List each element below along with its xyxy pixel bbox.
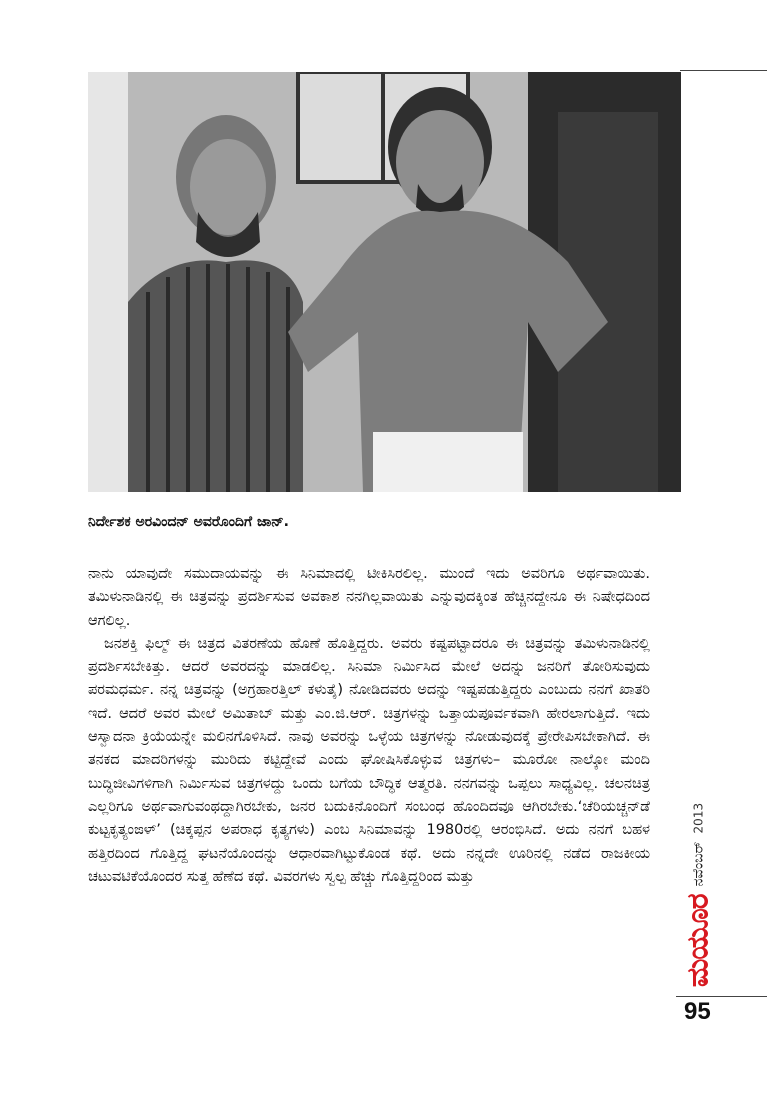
- footer-rule: [676, 996, 767, 997]
- magazine-sidebar: [668, 790, 728, 1000]
- paragraph-2: ಜನಶಕ್ತಿ ಫಿಲ್ಮ್ ಈ ಚಿತ್ರದ ವಿತರಣೆಯ ಹೊಣೆ ಹೊತ್ತಿದ್ದರು. ಅವರು ಕಷ್ಟಪಟ್ಟಾದರೂ ಈ ಚಿತ್ರವನ್ನು ತಮಿಳುನಾಡಿನಲ್ಲಿ ಪ್ರದರ್ಶಿಸಬೇಕಿತ್ತು. ಆದರೆ ಅವರದನ್ನು ಮಾಡಲಿಲ್ಲ. ಸಿನಿಮಾ ನಿರ್ಮಿಸಿದ ಮೇಲೆ ಅದನ್ನು ಜನರಿಗೆ ತೋರಿಸುವುದು ಪರಮಧರ್ಮ. ನನ್ನ ಚಿತ್ರವನ್ನು (ಅಗ್ರಹಾರತ್ತಿಲ್ ಕಳುತೈ) ನೋಡಿದವರು ಅದನ್ನು ಇಷ್ಟಪಡುತ್ತಿದ್ದರು ಎಂಬುದು ನನಗೆ ಖಾತರಿ ಇದೆ. ಆದರೆ ಅವರ ಮೇಲೆ ಅಮಿತಾಬ್ ಮತ್ತು ಎಂ.ಜಿ.ಆರ್. ಚಿತ್ರಗಳನ್ನು ಒತ್ತಾಯಪೂರ್ವಕವಾಗಿ ಹೇರಲಾಗುತ್ತಿದೆ. ಇದು ಆಸ್ವಾದನಾ ಕ್ರಿಯೆಯನ್ನೇ ಮಲಿನಗೊಳಿಸಿದೆ. ನಾವು ಅವರನ್ನು ಒಳ್ಳೆಯ ಚಿತ್ರಗಳನ್ನು ನೋಡುವುದಕ್ಕೆ ಪ್ರೇರೇಪಿಸಬೇಕಾಗಿದೆ. ಈ ತನಕದ ಮಾದರಿಗಳನ್ನು ಮುರಿದು ಕಟ್ಟಿದ್ದೇವೆ ಎಂದು ಘೋಷಿಸಿಕೊಳ್ಳುವ ಚಿತ್ರಗಳು– ಮೂರೋ ನಾಲ್ಕೋ ಮಂದಿ ಬುದ್ಧಿಜೀವಿಗಳಿಗಾಗಿ ನಿರ್ಮಿಸುವ ಚಿತ್ರಗಳದ್ದು ಒಂದು ಬಗೆಯ ಬೌದ್ಧಿಕ ಆತ್ಮರತಿ. ನನಗವನ್ನು ಒಪ್ಪಲು ಸಾಧ್ಯವಿಲ್ಲ. ಚಲನಚಿತ್ರ ಎಲ್ಲರಿಗೂ ಅರ್ಥವಾಗುವಂಥದ್ದಾಗಿರಬೇಕು, ಜನರ ಬದುಕಿನೊಂದಿಗೆ ಸಂಬಂಧ ಹೊಂದಿದವೂ ಆಗಿರಬೇಕು.‘ಚೆರಿಯಚ್ಚನ್‌ಡೆ ಕುಟ್ಟಕೃತ್ಯಂಙಳ್’ (ಚಿಕ್ಕಪ್ಪನ ಅಪರಾಧ ಕೃತ್ಯಗಳು) ಎಂಬ ಸಿನಿಮಾವನ್ನು 1980ರಲ್ಲಿ ಆರಂಭಿಸಿದೆ. ಅದು ನನಗೆ ಬಹಳ ಹತ್ತಿರದಿಂದ ಗೊತ್ತಿದ್ದ ಘಟನೆಯೊಂದನ್ನು ಆಧಾರವಾಗಿಟ್ಟುಕೊಂಡ ಕಥೆ. ಅದು ನನ್ನದೇ ಊರಿನಲ್ಲಿ ನಡೆದ ರಾಜಕೀಯ ಚಟುವಟಿಕೆಯೊಂದರ ಸುತ್ತ ಹೆಣೆದ ಕಥೆ. ವಿವರಗಳು ಸ್ವಲ್ಪ ಹೆಚ್ಚು ಗೊತ್ತಿದ್ದರಿಂದ ಮತ್ತು: [88, 635, 650, 885]
- issue-month: ನವೆಂಬರ್: [690, 841, 706, 887]
- top-rule: [680, 70, 767, 71]
- photo: [88, 72, 681, 492]
- article-body: [88, 563, 650, 889]
- magazine-name: ಮಯೂರ: [680, 894, 716, 988]
- paragraph-1: ನಾನು ಯಾವುದೇ ಸಮುದಾಯವನ್ನು ಈ ಸಿನಿಮಾದಲ್ಲಿ ಟೀಕಿಸಿರಲಿಲ್ಲ. ಮುಂದೆ ಇದು ಅವರಿಗೂ ಅರ್ಥವಾಯಿತು. ತಮಿಳುನಾಡಿನಲ್ಲಿ ಈ ಚಿತ್ರವನ್ನು ಪ್ರದರ್ಶಿಸುವ ಅವಕಾಶ ನನಗಿಲ್ಲವಾಯಿತು ಎನ್ನುವುದಕ್ಕಿಂತ ಹೆಚ್ಚಿನದ್ದೇನೂ ಈ ನಿಷೇಧದಿಂದ ಆಗಲಿಲ್ಲ.: [88, 566, 650, 629]
- photo-caption: ನಿರ್ದೇಶಕ ಅರವಿಂದನ್ ಅವರೊಂದಿಗೆ ಜಾನ್.: [88, 514, 289, 530]
- page-number: 95: [684, 998, 711, 1025]
- issue-year: 2013: [691, 802, 705, 834]
- photo-illustration: [88, 72, 681, 492]
